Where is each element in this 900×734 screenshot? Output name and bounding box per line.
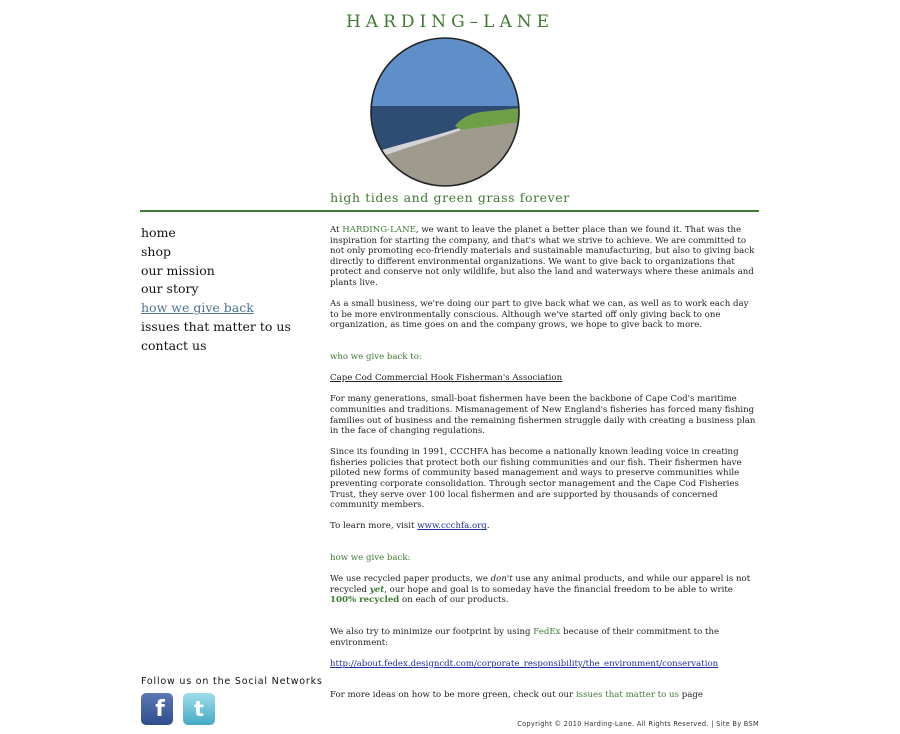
main-content: [330, 225, 758, 701]
brand-mention: HARDING-LANE: [342, 225, 416, 235]
issues-link[interactable]: issues that matter to us: [575, 690, 679, 701]
header-divider: [140, 210, 759, 212]
how-text-d: on each of our products.: [399, 595, 509, 606]
tagline: high tides and green grass forever: [330, 190, 570, 205]
fedex-name: FedEx: [533, 627, 561, 637]
small-business-paragraph: As a small business, we're doing our part to give back what we can, as well as to work each day to be more environmentally conscious. Although we've started off only giving back to one organization, as time goes on and the company grows, we hope to give back to more.: [330, 299, 749, 331]
seascape-circle-icon: [369, 36, 521, 188]
how-heading: how we give back:: [330, 553, 411, 564]
nav-our-story[interactable]: our story: [141, 281, 199, 297]
intro-text: At: [330, 225, 343, 235]
more-ideas: [330, 690, 758, 701]
dont-emphasis: don't: [490, 574, 513, 585]
intro-paragraph: [330, 225, 758, 289]
nav-our-mission[interactable]: our mission: [141, 262, 215, 278]
recycled-emphasis: 100% recycled: [330, 595, 400, 606]
ccchfa-link[interactable]: www.ccchfa.org: [417, 521, 487, 532]
fedex-text-cont: because of their commitment to the environment:: [330, 627, 720, 648]
more-ideas-text: For more ideas on how to be more green, check out our: [330, 690, 576, 701]
learn-more: [330, 521, 758, 532]
more-ideas-end: page: [678, 690, 703, 701]
org-name: Cape Cod Commercial Hook Fisherman's Association: [330, 373, 563, 384]
nav-issues-that-matter[interactable]: issues that matter to us: [141, 318, 291, 334]
nav-contact-us[interactable]: contact us: [141, 337, 207, 353]
fedex-link[interactable]: http://about.fedex.designcdt.com/corporate_responsibility/the_environment/conservation: [330, 658, 719, 669]
twitter-glyph: t: [193, 697, 205, 721]
org-paragraph-1: For many generations, small-boat fishermen have been the backbone of Cape Cod's maritime communities and traditions. Mismanagement of New England's fisheries has forced many fishing families out of business and the remaining fishermen struggle daily with creating a business plan in the face of changing regulations.: [330, 394, 756, 437]
org-paragraph-2: Since its founding in 1991, CCCHFA has become a nationally known leading voice in creating fisheries policies that protect both our fishing communities and our fish. Their fishermen have piloted new forms of community based management and ways to preserve communities while preventing corporate consolidation. Through sector management and the Cape Cod Fisheries Trust, they serve over 100 local fishermen and are supported by thousands of concerned community members.: [330, 447, 742, 511]
social-heading: Follow us on the Social Networks: [141, 676, 323, 687]
nav-how-we-give-back[interactable]: how we give back: [141, 300, 254, 316]
how-paragraph: [330, 574, 758, 606]
copyright: Copyright © 2010 Harding-Lane. All Rights Reserved. | Site By BSM: [517, 720, 759, 728]
intro-text-cont: , we want to leave the planet a better place than we found it. That was the inspiration for starting the company, and that's what we strive to achieve. We are committed to not only promoting eco-friendly materials and sustainable manufacturing, but also to giving back directly to different environmental organizations. We want to give back to organizations that protect and conserve not only wildlife, but also the land and waterways where these animals and plants live.: [330, 225, 755, 288]
nav-shop[interactable]: shop: [141, 243, 171, 259]
how-text-a: We use recycled paper products, we: [330, 574, 491, 585]
fedex-text: We also try to minimize our footprint by using: [330, 627, 534, 637]
main-nav: [141, 224, 291, 356]
fedex-link-line: [330, 659, 758, 670]
facebook-icon[interactable]: [141, 693, 173, 725]
nav-home[interactable]: home: [141, 225, 176, 240]
how-text-c: , our hope and goal is to someday have the financial freedom to be able to write: [384, 584, 733, 595]
site-title: HARDING–LANE: [345, 12, 555, 32]
fedex-paragraph: [330, 627, 758, 648]
facebook-glyph: f: [155, 696, 165, 722]
yet-emphasis: yet: [369, 584, 385, 595]
learn-more-text: To learn more, visit: [330, 521, 418, 532]
how-text-b: use any animal products, and while our apparel is not recycled: [330, 574, 751, 595]
learn-more-end: .: [486, 521, 490, 532]
twitter-icon[interactable]: [183, 693, 215, 725]
who-heading: who we give back to:: [330, 351, 422, 362]
